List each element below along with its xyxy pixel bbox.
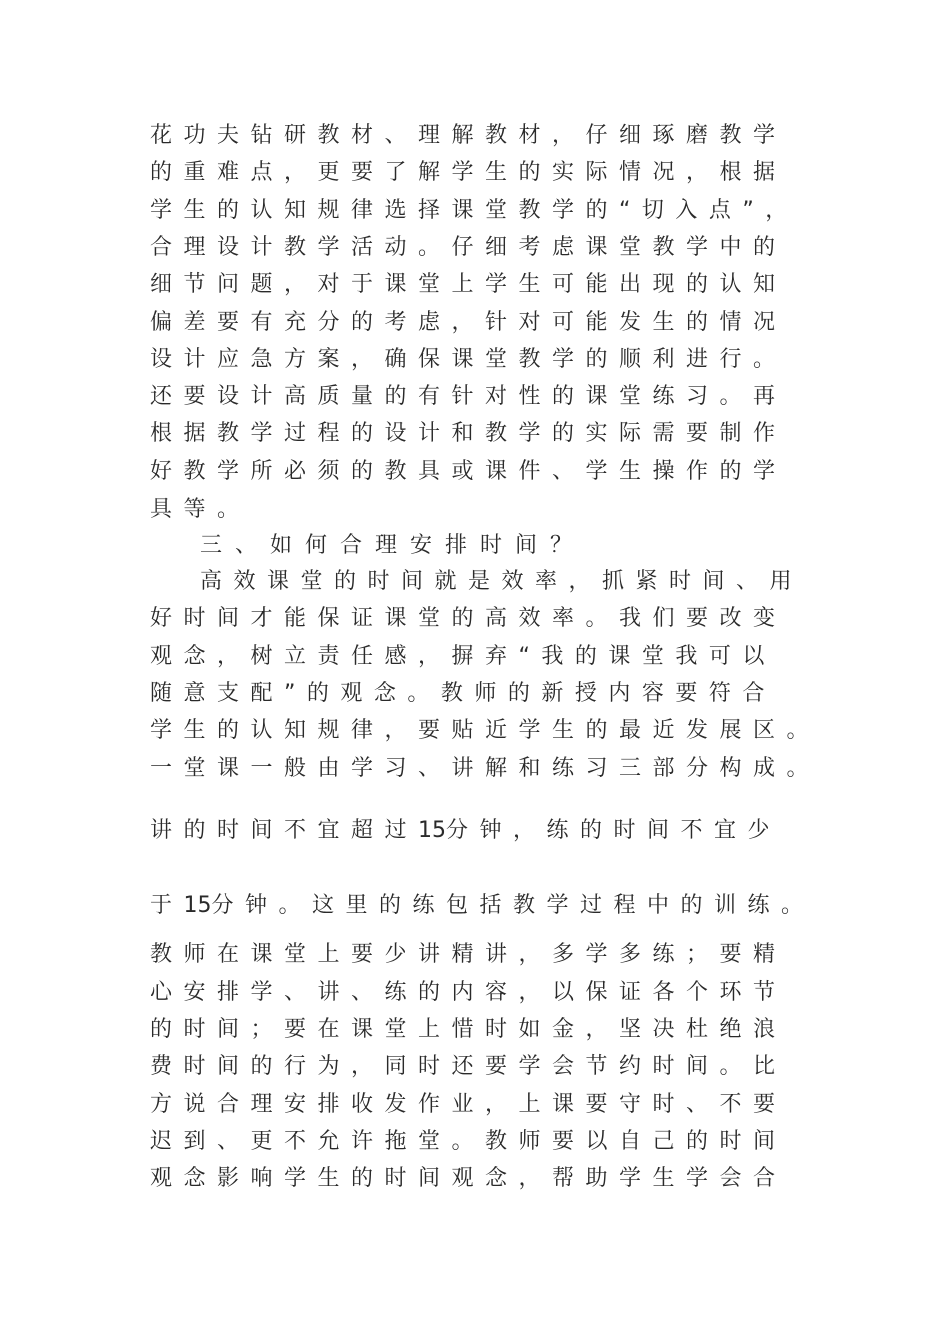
text-line: 设计应急方案，确保课堂教学的顺利进行。 <box>150 347 787 372</box>
text-line: 随意支配”的观念。教师的新授内容要符合 <box>150 681 776 706</box>
text-line: 观念，树立责任感，摒弃“我的课堂我可以 <box>150 644 776 669</box>
text-line: 具等。 <box>150 497 251 522</box>
text-line: 花功夫钻研教材、理解教材，仔细琢磨教学 <box>150 123 787 148</box>
text-line: 好时间才能保证课堂的高效率。我们要改变 <box>150 606 787 631</box>
text-line: 于15分钟。这里的练包括教学过程中的训练。 <box>150 893 815 918</box>
text-line: 费时间的行为，同时还要学会节约时间。比 <box>150 1054 787 1079</box>
text-line: 一堂课一般由学习、讲解和练习三部分构成。 <box>150 756 821 781</box>
text-line: 细节问题，对于课堂上学生可能出现的认知 <box>150 272 787 297</box>
text-line: 根据教学过程的设计和教学的实际需要制作 <box>150 421 787 446</box>
text-line: 好教学所必须的教具或课件、学生操作的学 <box>150 459 787 484</box>
text-line: 还要设计高质量的有针对性的课堂练习。再 <box>150 384 787 409</box>
text-line: 的时间；要在课堂上惜时如金，坚决杜绝浪 <box>150 1017 787 1042</box>
text-line: 的重难点，更要了解学生的实际情况，根据 <box>150 160 787 185</box>
text-line: 心安排学、讲、练的内容，以保证各个环节 <box>150 980 787 1005</box>
text-line: 方说合理安排收发作业，上课要守时、不要 <box>150 1092 787 1117</box>
text-line: 高效课堂的时间就是效率，抓紧时间、用 <box>200 569 804 594</box>
text-line: 讲的时间不宜超过15分钟，练的时间不宜少 <box>150 818 782 843</box>
text-line: 观念影响学生的时间观念，帮助学生学会合 <box>150 1166 787 1191</box>
text-line: 学生的认知规律，要贴近学生的最近发展区。 <box>150 718 821 743</box>
text-line: 合理设计教学活动。仔细考虑课堂教学中的 <box>150 235 787 260</box>
text-line: 教师在课堂上要少讲精讲，多学多练；要精 <box>150 942 787 967</box>
text-line: 学生的认知规律选择课堂教学的“切入点”， <box>150 198 799 223</box>
text-line: 偏差要有充分的考虑，针对可能发生的情况 <box>150 310 787 335</box>
text-line: 迟到、更不允许拖堂。教师要以自己的时间 <box>150 1129 787 1154</box>
section-heading: 三、如何合理安排时间？ <box>200 533 586 558</box>
